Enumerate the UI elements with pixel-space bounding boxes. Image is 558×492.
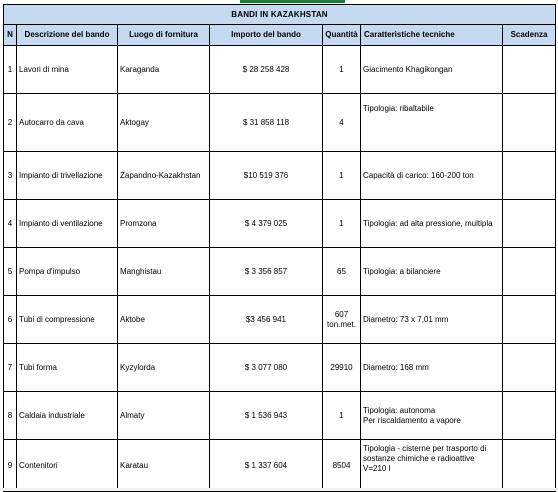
cell-caratteristiche[interactable]: Tipologia: ad alta pressione, multipla [361,200,503,248]
cell-scadenza[interactable] [503,200,556,248]
cell-importo[interactable]: $3 456 941 [210,296,323,344]
cell-n[interactable]: 2 [4,94,17,152]
table-row [4,440,556,492]
cell-descrizione[interactable]: Contenitori [17,440,118,492]
cell-scadenza[interactable] [503,248,556,296]
cell-n[interactable]: 4 [4,200,17,248]
cell-descrizione[interactable]: Impianto di trivellazione [17,152,118,200]
cell-n[interactable]: 6 [4,296,17,344]
cell-caratteristiche[interactable]: Tipologia: ribaltabile [361,94,503,152]
cell-quantita[interactable]: 1 [323,46,361,94]
header-importo[interactable]: Importo del bando [210,25,323,46]
cell-importo[interactable]: $ 3 077 080 [210,344,323,392]
table-title[interactable]: BANDI IN KAZAKHSTAN [4,5,556,25]
cell-caratteristiche[interactable]: Diametro: 168 mm [361,344,503,392]
cell-n[interactable]: 3 [4,152,17,200]
cell-n[interactable]: 7 [4,344,17,392]
cell-scadenza[interactable] [503,392,556,440]
cell-luogo[interactable]: Zapandno-Kazakhstan [118,152,210,200]
table-row [4,94,556,152]
table-row [4,46,556,94]
bandi-table [3,4,556,492]
cell-quantita[interactable]: 1 [323,392,361,440]
cell-caratteristiche[interactable]: Diametro: 73 x 7,01 mm [361,296,503,344]
cell-caratteristiche[interactable]: Tipologia - cisterne per trasporto di sostanze chimiche e radioattive V=210 l [361,440,503,492]
cell-descrizione[interactable]: Tubi forma [17,344,118,392]
table-row [4,296,556,344]
cell-descrizione[interactable]: Autocarro da cava [17,94,118,152]
table-row [4,344,556,392]
cell-importo[interactable]: $ 1 536 943 [210,392,323,440]
header-scadenza[interactable]: Scadenza [503,25,556,46]
cell-scadenza[interactable] [503,152,556,200]
table-row [4,152,556,200]
selected-cell-indicator [240,0,345,3]
cell-luogo[interactable]: Manghistau [118,248,210,296]
cell-scadenza[interactable] [503,46,556,94]
header-caratteristiche[interactable]: Caratteristiche tecniche [361,25,503,46]
table-row [4,200,556,248]
cell-caratteristiche[interactable]: Tipologia: a bilanciere [361,248,503,296]
cell-descrizione[interactable]: Pompa d'impulso [17,248,118,296]
cell-luogo[interactable]: Promzona [118,200,210,248]
cell-scadenza[interactable] [503,94,556,152]
cell-n[interactable]: 5 [4,248,17,296]
cell-luogo[interactable]: Aktobe [118,296,210,344]
cell-quantita[interactable]: 607 ton.met. [323,296,361,344]
cell-luogo[interactable]: Almaty [118,392,210,440]
cell-luogo[interactable]: Karatau [118,440,210,492]
header-descrizione[interactable]: Descrizione del bando [17,25,118,46]
cell-quantita[interactable]: 1 [323,200,361,248]
table-row [4,248,556,296]
cell-descrizione[interactable]: Lavori di mina [17,46,118,94]
cell-caratteristiche[interactable]: Capacità di carico: 160-200 ton [361,152,503,200]
cell-scadenza[interactable] [503,440,556,492]
cell-importo[interactable]: $ 4 379 025 [210,200,323,248]
cell-quantita[interactable]: 65 [323,248,361,296]
cell-importo[interactable]: $ 28 258 428 [210,46,323,94]
cell-quantita[interactable]: 8504 [323,440,361,492]
cell-scadenza[interactable] [503,344,556,392]
cell-luogo[interactable]: Aktogay [118,94,210,152]
cell-caratteristiche[interactable]: Tipologia: autonoma Per riscaldamento a vapore [361,392,503,440]
cell-luogo[interactable]: Kyzylorda [118,344,210,392]
cell-descrizione[interactable]: Tubi di compressione [17,296,118,344]
cell-n[interactable]: 8 [4,392,17,440]
cell-caratteristiche[interactable]: Giacimento Khagikongan [361,46,503,94]
cell-descrizione[interactable]: Caldaia industriale [17,392,118,440]
cell-quantita[interactable]: 29910 [323,344,361,392]
cell-importo[interactable]: $ 3 356 857 [210,248,323,296]
cell-importo[interactable]: $10 519 376 [210,152,323,200]
cell-descrizione[interactable]: Impianto di ventilazione [17,200,118,248]
cell-scadenza[interactable] [503,296,556,344]
header-luogo[interactable]: Luogo di fornitura [118,25,210,46]
header-n[interactable]: N [4,25,17,46]
header-row [4,25,556,46]
header-quantita[interactable]: Quantità [323,25,361,46]
cell-quantita[interactable]: 4 [323,94,361,152]
cell-quantita[interactable]: 1 [323,152,361,200]
cell-n[interactable]: 9 [4,440,17,492]
table-row [4,392,556,440]
cell-n[interactable]: 1 [4,46,17,94]
cell-importo[interactable]: $ 31 858 118 [210,94,323,152]
cell-luogo[interactable]: Karaganda [118,46,210,94]
cell-importo[interactable]: $ 1 337 604 [210,440,323,492]
